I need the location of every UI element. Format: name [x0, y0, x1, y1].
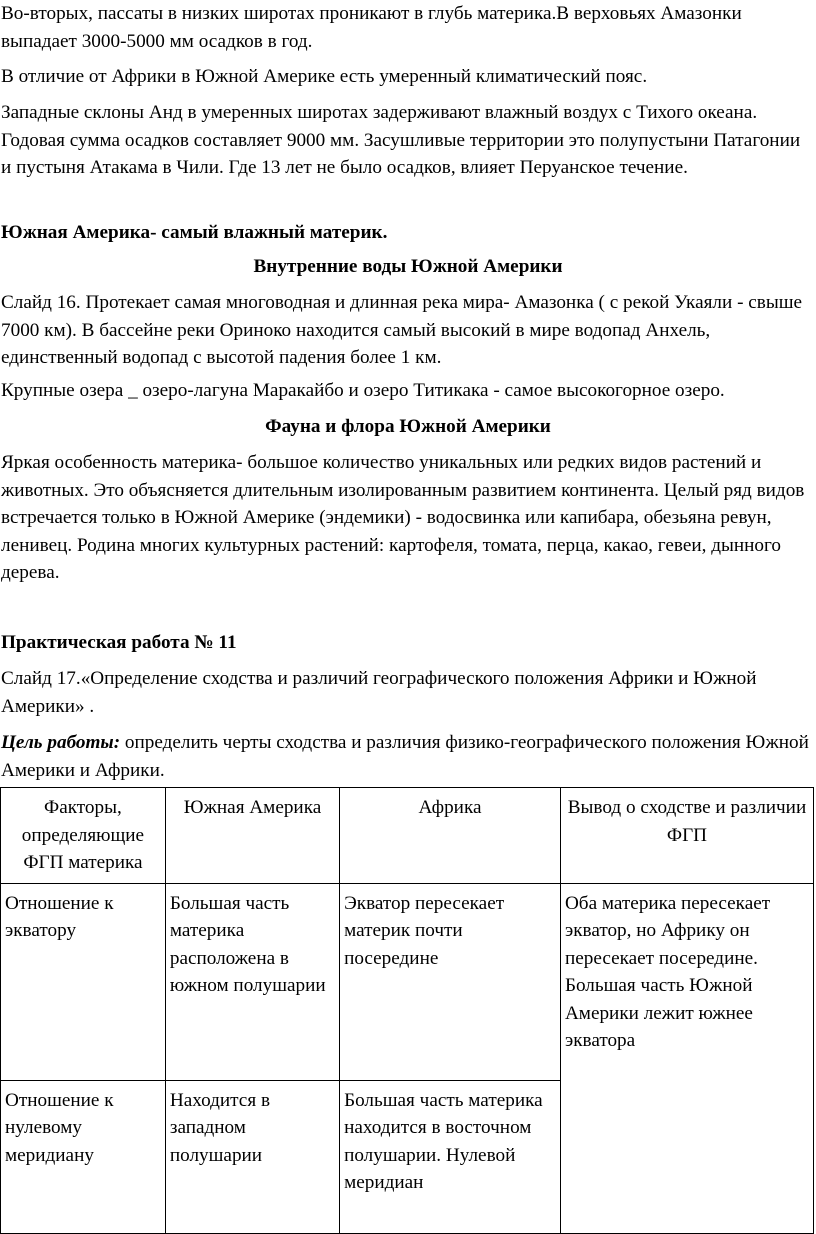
table-header-cell: Вывод о сходстве и различии ФГП: [560, 788, 813, 884]
paragraph-amazon: [1, 289, 813, 372]
table-header-cell: Африка: [340, 788, 561, 884]
table-cell-south-america: Находится в западном полушарии: [165, 1080, 339, 1233]
slide-16-label: Слайд 16: [1, 292, 76, 313]
goal-text: определить черты сходства и различия физико-географического положения Южной Америки и Африки.: [1, 732, 809, 781]
paragraph-slide-17: [1, 665, 813, 720]
paragraph-temperate-belt: В отличие от Африки в Южной Америке есть умеренный климатический пояс.: [1, 66, 648, 87]
paragraph-amazon-text: . Протекает самая многоводная и длинная река мира- Амазонка ( с рекой Укаяли - свыше 7000 км). В бассейне реки Ориноко находится самый высокий в мире водопад Анхель, единственный водопад с высотой падения более 1 км.: [1, 292, 803, 368]
table-header-row: [1, 788, 814, 884]
table-cell-africa: Большая часть материка находится в восточном полушарии. Нулевой меридиан: [340, 1080, 561, 1233]
paragraph-wettest-continent: Южная Америка- самый влажный материк.: [1, 222, 388, 243]
table-cell-south-america: Большая часть материка расположена в южном полушарии: [165, 883, 339, 1080]
goal-label: Цель работы:: [1, 732, 121, 753]
table-cell-africa: Экватор пересекает материк почти посередине: [340, 883, 561, 1080]
table-cell-conclusion: Оба материка пересекает экватор, но Африку он пересекает посередине. Большая часть Южной Америки лежит южнее экватора: [560, 883, 813, 1233]
heading-fauna-flora: Фауна и флора Южной Америки: [265, 416, 551, 437]
heading-inland-waters: Внутренние воды Южной Америки: [253, 256, 563, 277]
table-row: [1, 883, 814, 1080]
practical-work-title: Практическая работа № 11: [1, 632, 237, 653]
table-header-cell: Южная Америка: [165, 788, 339, 884]
paragraph-goal: [1, 729, 813, 784]
comparison-table: [0, 787, 814, 1234]
paragraph-andes: Западные склоны Анд в умеренных широтах задерживают влажный воздух с Тихого океана. Годовая сумма осадков составляет 9000 мм. Засушливые территории это полупустыни Патагонии и пустыня Атакама в Чили. Где 13 лет не было осадков, влияет Перуанское течение.: [1, 102, 801, 178]
slide-17-label: Слайд 17.: [1, 668, 81, 689]
table-cell-factor: Отношение к нулевому меридиану: [1, 1080, 166, 1233]
paragraph-fauna: Яркая особенность материка- большое количество уникальных или редких видов растений и животных. Это объясняется длительным изолированным развитием континента. Целый ряд видов встречается только в Южной Америке (эндемики) - водосвинка или капибара, обезьяна ревун, ленивец. Родина многих культурных растений: картофеля, томата, перца, какао, гевеи, дынного дерева.: [1, 452, 805, 583]
table-header-cell: Факторы, определяющие ФГП материка: [1, 788, 166, 884]
table-cell-factor: Отношение к экватору: [1, 883, 166, 1080]
paragraph-trade-winds: Во-вторых, пассаты в низких широтах проникают в глубь материка.В верховьях Амазонки выпадает 3000-5000 мм осадков в год.: [1, 3, 742, 52]
paragraph-lakes: Крупные озера _ озеро-лагуна Маракайбо и озеро Титикака - самое высокогорное озеро.: [1, 380, 725, 401]
slide-17-title: «Определение сходства и различий географического положения Африки и Южной Америки» .: [1, 668, 757, 717]
